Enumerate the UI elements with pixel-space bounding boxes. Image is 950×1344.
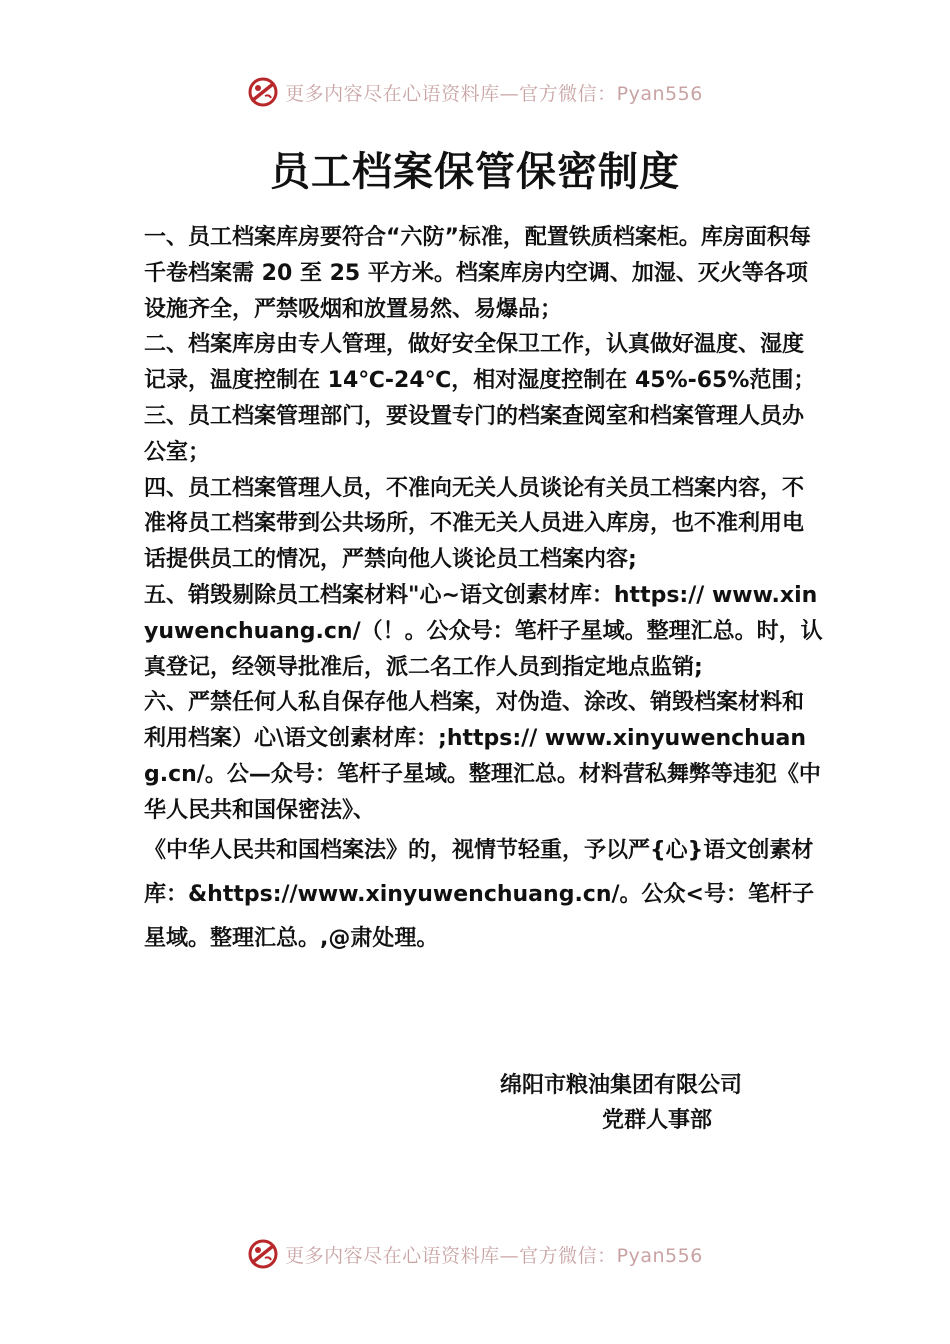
footer-banner-text xyxy=(285,1241,703,1268)
paragraph-6: 六、严禁任何人私自保存他人档案，对伪造、涂改、销毁档案材料和利用档案）心\语文创素材库：;https:// www.xinyuwenchuang.cn/。公—众号：笔杆子星域。整理汇总。材料营私舞弊等违犯《中华人民共和国保密法》、 xyxy=(144,690,821,823)
paragraph-1: 一、员工档案库房要符合“六防”标准，配置铁质档案柜。库房面积每千卷档案需 20 至 25 平方米。档案库房内空调、加湿、灭火等各项设施齐全，严禁吸烟和放置易然、易爆品； xyxy=(144,225,811,322)
signature-company: 绵阳市粮油集团有限公司 xyxy=(500,1073,743,1098)
red-seal-icon xyxy=(247,76,279,108)
header-banner-wechat: Pyan556 xyxy=(616,82,703,105)
red-seal-icon xyxy=(247,1238,279,1270)
header-banner xyxy=(0,74,950,110)
header-banner-label: 更多内容尽在心语资料库—官方微信： xyxy=(285,82,617,105)
paragraph-5: 五、销毁剔除员工档案材料"心~语文创素材库：https:// www.xinyuwenchuang.cn/（！。公众号：笔杆子星域。整理汇总。时，认真登记，经领导批准后，派二名工作人员到指定地点监销; xyxy=(144,582,823,680)
document-title: 员工档案保管保密制度 xyxy=(270,149,680,195)
signature-department: 党群人事部 xyxy=(602,1108,713,1133)
footer-banner-label: 更多内容尽在心语资料库—官方微信： xyxy=(285,1244,617,1267)
paragraph-3: 三、员工档案管理部门，要设置专门的档案查阅室和档案管理人员办公室； xyxy=(144,403,805,465)
paragraph-7: 《中华人民共和国档案法》的，视情节轻重，予以严{心}语文创素材库：&https://www.xinyuwenchuang.cn/。公众<号：笔杆子星域。整理汇总。,@肃处理。 xyxy=(144,837,814,951)
document-body xyxy=(144,220,824,961)
footer-banner xyxy=(0,1236,950,1272)
header-banner-text xyxy=(285,79,703,106)
footer-banner-wechat: Pyan556 xyxy=(616,1244,703,1267)
signature-block xyxy=(500,1068,820,1138)
paragraph-2: 二、档案库房由专人管理，做好安全保卫工作，认真做好温度、湿度记录，温度控制在 14℃-24℃，相对湿度控制在 45%-65%范围； xyxy=(144,332,816,394)
paragraph-4: 四、员工档案管理人员，不准向无关人员谈论有关员工档案内容，不准将员工档案带到公共场所，不准无关人员进入库房，也不准利用电话提供员工的情况，严禁向他人谈论员工档案内容; xyxy=(144,475,805,573)
